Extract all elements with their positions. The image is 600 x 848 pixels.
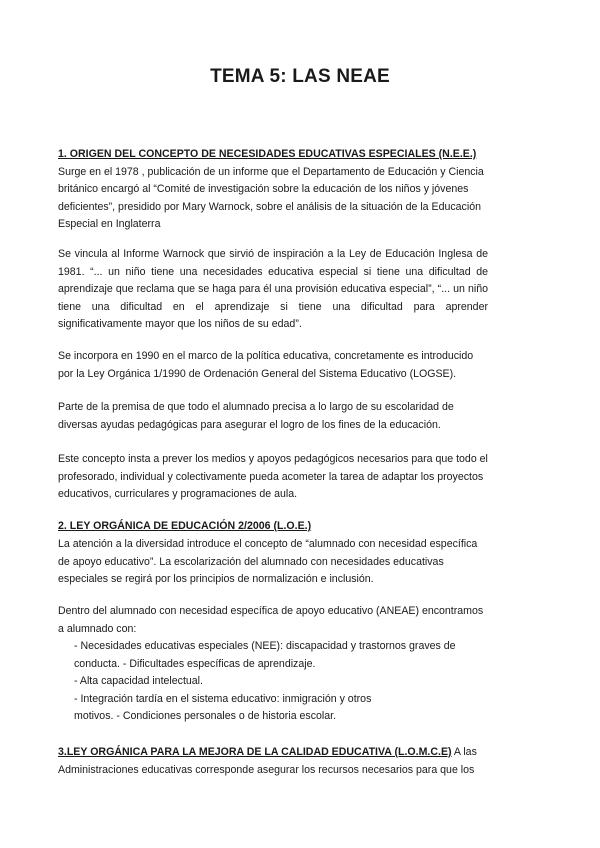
page-title: TEMA 5: LAS NEAE (210, 66, 390, 87)
aneae-list (74, 638, 488, 726)
section-1-paragraph-logse: Se incorpora en 1990 en el marco de la política educativa, concretamente es introducido por la Ley Orgánica 1/1990 de Ordenación General del Sistema Educativo (LOGSE). (58, 350, 474, 380)
section-2-paragraph-diversity: La atención a la diversidad introduce el concepto de “alumnado con necesidad específica de apoyo educativo”. La escolarización del alumnado con necesidades educativas especiales se regirá por los principios de normalización e inclusión. (58, 538, 478, 585)
section-1-paragraph-warnock: Se vincula al Informe Warnock que sirvió de inspiración a la Ley de Educación Inglesa de 1981. “... un niño tiene una necesidades educativa especial si tiene una dificultad de aprendizaje que reclama que se haga para él una provisión educativa especial”, “... un niño tiene una dificultad en el aprendizaje si tiene una dificultad para aprender significativamente mayor que los niños de su edad”. (58, 248, 488, 330)
list-item: motivos. - Condiciones personales o de historia escolar. (74, 710, 337, 722)
section-2-paragraph-aneae: Dentro del alumnado con necesidad específica de apoyo educativo (ANEAE) encontramos a alumnado con: (58, 605, 484, 635)
section-1-intro (58, 146, 488, 234)
section-3-heading: 3.LEY ORGÁNICA PARA LA MEJORA DE LA CALIDAD EDUCATIVA (L.O.M.C.E) (58, 746, 452, 758)
list-item: - Alta capacidad intelectual. (74, 675, 203, 687)
section-3-intro (58, 744, 488, 779)
list-item: - Integración tardía en el sistema educativo: inmigración y otros (74, 692, 372, 705)
list-item: - Necesidades educativas especiales (NEE): discapacidad y trastornos graves de (74, 640, 456, 652)
section-2-heading: 2. LEY ORGÁNICA DE EDUCACIÓN 2/2006 (L.O.E.) (58, 520, 312, 532)
list-item: conducta. - Dificultades específicas de aprendizaje. (74, 657, 316, 670)
section-1-paragraph-resources: Este concepto insta a prever los medios y apoyos pedagógicos necesarios para que todo el profesorado, individual y colectivamente pueda acometer la tarea de adaptar los proyectos educativos, curriculares y programaciones de aula. (58, 453, 488, 500)
section-1-intro-text: Surge en el 1978 , publicación de un informe que el Departamento de Educación y Ciencia británico encargó al “Comité de investigación sobre la educación de los niños y jóvenes deficientes”, presidido por Mary Warnock, sobre el análisis de la situación de la Educación Especial en Inglaterra (58, 165, 484, 230)
section-1-heading: 1. ORIGEN DEL CONCEPTO DE NECESIDADES EDUCATIVAS ESPECIALES (N.E.E.) (58, 148, 477, 160)
section-1-paragraph-premise: Parte de la premisa de que todo el alumnado precisa a lo largo de su escolaridad de diversas ayudas pedagógicas para asegurar el logro de los fines de la educación. (58, 401, 454, 431)
section-3-intro-text: A las Administraciones educativas corresponde asegurar los recursos necesarios para que los (58, 746, 477, 776)
